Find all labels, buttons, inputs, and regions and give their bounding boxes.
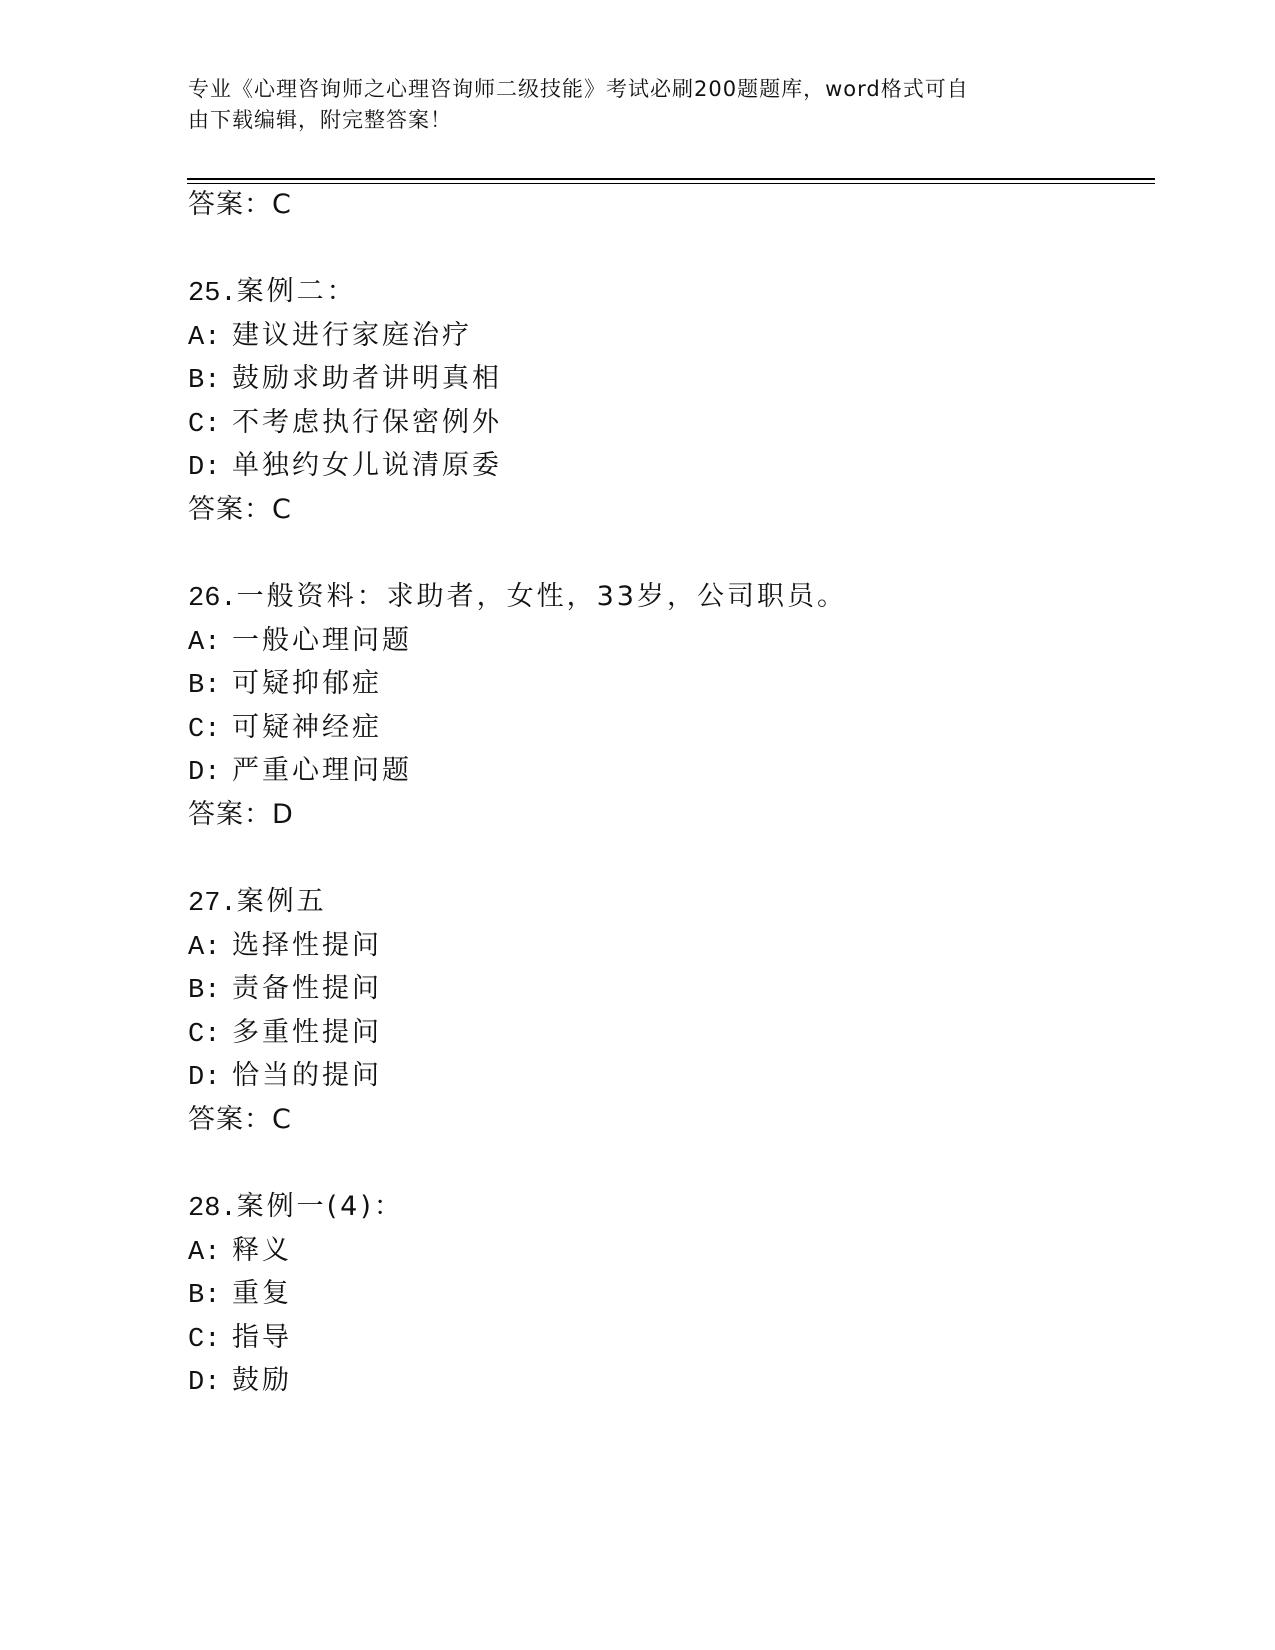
option-text: 鼓励求助者讲明真相 xyxy=(232,363,502,394)
answer: 答案：C xyxy=(188,494,292,525)
option-c xyxy=(188,406,502,442)
option-text: 多重性提问 xyxy=(232,1017,382,1048)
option-text: 释义 xyxy=(232,1235,292,1266)
option-letter: D: xyxy=(188,1368,221,1398)
question-26 xyxy=(188,580,847,616)
answer: 答案：C xyxy=(188,1104,292,1135)
answer: 答案：D xyxy=(188,799,294,830)
option-d xyxy=(188,754,412,790)
option-c xyxy=(188,1321,292,1357)
option-letter: A: xyxy=(188,628,221,658)
option-letter: A: xyxy=(188,323,221,353)
document-header xyxy=(188,74,1068,136)
option-letter: C: xyxy=(188,715,221,745)
option-text: 选择性提问 xyxy=(232,930,382,961)
option-d xyxy=(188,1059,382,1095)
option-text: 恰当的提问 xyxy=(232,1060,382,1091)
question-text: 一般资料：求助者，女性，33岁，公司职员。 xyxy=(236,581,847,612)
option-text: 鼓励 xyxy=(232,1365,292,1396)
option-letter: B: xyxy=(188,976,221,1006)
question-28 xyxy=(188,1190,404,1226)
question-27 xyxy=(188,885,327,921)
option-letter: A: xyxy=(188,933,221,963)
option-b xyxy=(188,362,502,398)
header-line-2: 由下载编辑，附完整答案！ xyxy=(188,108,452,132)
option-letter: D: xyxy=(188,758,221,788)
option-a xyxy=(188,624,412,660)
question-number: 26. xyxy=(188,584,237,614)
header-line-1: 专业《心理咨询师之心理咨询师二级技能》考试必刷200题题库，word格式可自 xyxy=(188,77,969,101)
option-text: 建议进行家庭治疗 xyxy=(232,320,472,351)
option-c xyxy=(188,1016,382,1052)
option-a xyxy=(188,929,382,965)
option-text: 严重心理问题 xyxy=(232,755,412,786)
option-a xyxy=(188,319,472,355)
question-number: 25. xyxy=(188,279,237,309)
option-d xyxy=(188,449,502,485)
previous-answer: 答案：C xyxy=(188,189,292,220)
header-rule-thin xyxy=(187,183,1155,184)
option-text: 单独约女儿说清原委 xyxy=(232,450,502,481)
question-25 xyxy=(188,275,357,311)
option-a xyxy=(188,1234,292,1270)
option-text: 一般心理问题 xyxy=(232,625,412,656)
question-number: 27. xyxy=(188,889,237,919)
question-text: 案例一(4)： xyxy=(236,1191,404,1222)
option-d xyxy=(188,1364,292,1400)
option-letter: C: xyxy=(188,1325,221,1355)
question-number: 28. xyxy=(188,1194,237,1224)
option-letter: B: xyxy=(188,1281,221,1311)
option-letter: C: xyxy=(188,1020,221,1050)
option-letter: D: xyxy=(188,453,221,483)
option-text: 指导 xyxy=(232,1322,292,1353)
option-b xyxy=(188,1277,292,1313)
option-text: 责备性提问 xyxy=(232,973,382,1004)
question-text: 案例五 xyxy=(236,886,327,917)
option-letter: D: xyxy=(188,1063,221,1093)
option-c xyxy=(188,711,382,747)
option-text: 不考虑执行保密例外 xyxy=(232,407,502,438)
option-text: 重复 xyxy=(232,1278,292,1309)
option-b xyxy=(188,972,382,1008)
question-text: 案例二： xyxy=(236,276,357,307)
header-rule-thick xyxy=(187,178,1155,180)
option-text: 可疑抑郁症 xyxy=(232,668,382,699)
option-letter: C: xyxy=(188,410,221,440)
option-text: 可疑神经症 xyxy=(232,712,382,743)
option-letter: B: xyxy=(188,366,221,396)
option-b xyxy=(188,667,382,703)
option-letter: B: xyxy=(188,671,221,701)
option-letter: A: xyxy=(188,1238,221,1268)
